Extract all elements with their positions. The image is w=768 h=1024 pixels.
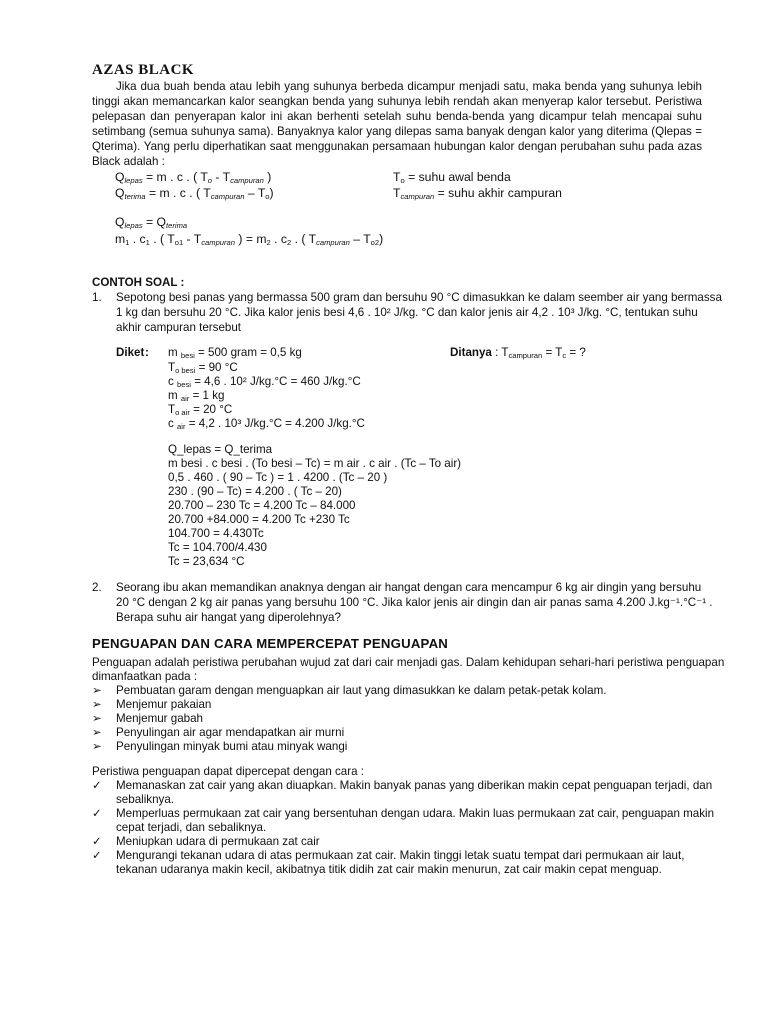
check-bullet-icon: ✓ <box>92 779 102 792</box>
step-4: 230 . (90 – Tc) = 4.200 . ( Tc – 20) <box>168 485 342 498</box>
arrow-bullet-icon: ➢ <box>92 684 102 697</box>
known-temp-besi: To besi = 90 °C <box>168 361 238 375</box>
problem-1-line-1: Sepotong besi panas yang bermassa 500 gram dan bersuhu 90 °C dimasukkan ke dalam seember air yang bermassa <box>116 291 722 304</box>
check-bullet-icon: ✓ <box>92 849 102 862</box>
arrow-bullet-icon: ➢ <box>92 712 102 725</box>
method-item-continuation: cepat terjadi, dan sebaliknya. <box>116 821 267 834</box>
method-item: ✓ Memanaskan zat cair yang akan diuapkan. Makin banyak panas yang diberikan makin cepat penguapan terjadi, dan <box>92 779 713 792</box>
step-5: 20.700 – 230 Tc = 4.200 Tc – 84.000 <box>168 499 356 512</box>
page-title: AZAS BLACK <box>92 62 195 78</box>
diket-colon: : <box>145 346 149 359</box>
use-item: ➢ Penyulingan air agar mendapatkan air murni <box>92 726 345 739</box>
ditanya: Ditanya : Tcampuran = Tc = ? <box>450 346 586 360</box>
known-mass-air: m air = 1 kg <box>168 389 225 403</box>
problem-1-number: 1. <box>92 291 102 304</box>
use-item: ➢ Menjemur gabah <box>92 712 204 725</box>
methods-intro: Peristiwa penguapan dapat dipercepat dengan cara : <box>92 765 365 778</box>
penguapan-intro-2: dimanfaatkan pada : <box>92 670 198 683</box>
arrow-bullet-icon: ➢ <box>92 698 102 711</box>
contoh-soal-heading: CONTOH SOAL : <box>92 276 185 289</box>
use-item: ➢ Menjemur pakaian <box>92 698 212 711</box>
known-c-besi: c besi = 4,6 . 10² J/kg.°C = 460 J/kg.°C <box>168 375 361 389</box>
method-item: ✓ Meniupkan udara di permukaan zat cair <box>92 835 320 848</box>
step-1: Q_lepas = Q_terima <box>168 443 273 456</box>
problem-1-line-3: akhir campuran tersebut <box>116 321 242 334</box>
step-9: Tc = 23,634 °C <box>168 555 245 568</box>
step-7: 104.700 = 4.430Tc <box>168 527 264 540</box>
definition-t-awal: To = suhu awal benda <box>393 170 511 185</box>
method-item: ✓ Memperluas permukaan zat cair yang bersentuhan dengan udara. Makin luas permukaan zat cair, penguapan makin <box>92 807 715 820</box>
step-8: Tc = 104.700/4.430 <box>168 541 267 554</box>
formula-balance: $Q_{lepas} = Q_{terima}$ <box>115 215 188 230</box>
known-temp-air: To air = 20 °C <box>168 403 233 417</box>
use-item: ➢ Pembuatan garam dengan menguapkan air laut yang dimasukkan ke dalam petak-petak kolam. <box>92 684 607 697</box>
method-item-continuation: tekanan udaranya makin kecil, akibatnya titik didih zat cair makin menurun, zat cair makin cepat menguap. <box>116 863 662 876</box>
step-6: 20.700 +84.000 = 4.200 Tc +230 Tc <box>168 513 350 526</box>
problem-1-line-2: 1 kg dan bersuhu 20 °C. Jika kalor jenis besi 4,6 . 10² J/kg. °C dan kalor jenis air 4,2 . 10³ J/kg. °C, tentukan suhu <box>116 306 698 319</box>
penguapan-intro-1: Penguapan adalah peristiwa perubahan wujud zat dari cair menjadi gas. Dalam kehidupan sehari-hari peristiwa penguapan <box>92 656 725 669</box>
penguapan-heading: PENGUAPAN DAN CARA MEMPERCEPAT PENGUAPAN <box>92 636 449 651</box>
formula-q-terima: $Q_{terima} = m$ . c . ( $T_{campuran} - To$) <box>115 186 274 201</box>
arrow-bullet-icon: ➢ <box>92 740 102 753</box>
problem-2-line-3: Berapa suhu air hangat yang diperolehnya? <box>116 611 341 624</box>
check-bullet-icon: ✓ <box>92 807 102 820</box>
known-c-air: c air = 4,2 . 10³ J/kg.°C = 4.200 J/kg.°C <box>168 417 365 431</box>
method-item: ✓ Mengurangi tekanan udara di atas permukaan zat cair. Makin tinggi letak suatu tempat dari permukaan air laut, <box>92 849 685 862</box>
arrow-bullet-icon: ➢ <box>92 726 102 739</box>
definition-t-campuran: $T_{campuran}$ = suhu akhir campuran <box>393 186 562 201</box>
use-item: ➢ Penyulingan minyak bumi atau minyak wangi <box>92 740 348 753</box>
problem-2-number: 2. <box>92 581 102 594</box>
intro-paragraph: Jika dua buah benda atau lebih yang suhunya berbeda dicampur menjadi satu, maka benda yang suhunya lebih tinggi akan memancarkan kalor seangkan benda yang suhunya lebih rendah akan menyerap kalor tersebut. Peristiwa pelepasan dan penyerapan kalor ini akan berhenti setelah suhu benda-benda yang dicampur telah mencapai suhu setimbang (semua suhunya sama). Banyaknya kalor yang dilepas sama banyak dengan kalor yang diterima (Qlepas = Qterima). Yang perlu diperhatikan saat menggunakan persamaan hubungan kalor dengan perubahan suhu pada azas Black adalah : <box>92 80 702 169</box>
problem-2-line-2: 20 °C dengan 2 kg air panas yang bersuhu 100 °C. Jika kalor jenis air dingin dan air panas sama 4.200 J.kg⁻¹.°C⁻¹ . <box>116 596 713 609</box>
known-mass-besi: m besi = 500 gram = 0,5 kg <box>168 346 302 360</box>
step-2: m besi . c besi . (To besi – Tc) = m air . c air . (Tc – To air) <box>168 457 462 470</box>
method-item-continuation: sebaliknya. <box>116 793 175 806</box>
formula-q-lepas: $Q_{lepas} = m$ . c . ( $T_o - T_{campuran}$ ) <box>115 170 272 185</box>
formula-expanded: m1 . c1 . ( $To1 - T_{campuran}$ ) = m2 . c2 . ( $T_{campuran} - To2$) <box>115 232 384 247</box>
check-bullet-icon: ✓ <box>92 835 102 848</box>
step-3: 0,5 . 460 . ( 90 – Tc ) = 1 . 4200 . (Tc – 20 ) <box>168 471 388 484</box>
diket-label: Diket <box>116 346 145 359</box>
problem-2-line-1: Seorang ibu akan memandikan anaknya dengan air hangat dengan cara mencampur 6 kg air dingin yang bersuhu <box>116 581 702 594</box>
